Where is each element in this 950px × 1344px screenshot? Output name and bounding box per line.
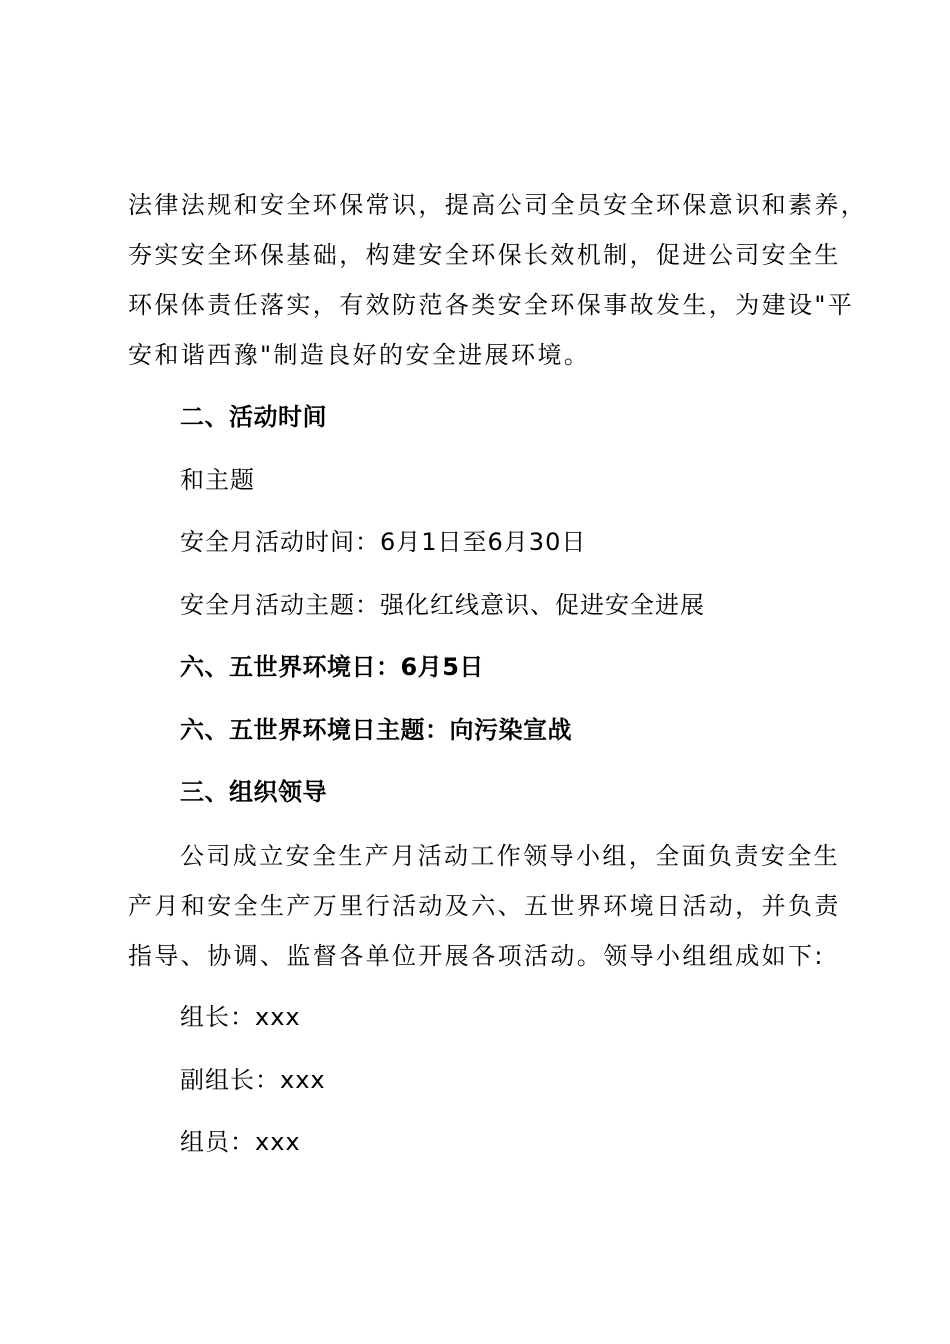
body-text-line: 指导、协调、监督各单位开展各项活动。领导小组组成如下: [128, 942, 825, 970]
body-text-line: 公司成立安全生产月活动工作领导小组，全面负责安全生 [180, 842, 840, 870]
leader-text: 组长：xxx [180, 1003, 301, 1031]
body-text-line: 夯实安全环保基础，构建安全环保长效机制，促进公司安全生 [128, 241, 841, 269]
section-heading-organization: 三、组织领导 [180, 778, 327, 806]
body-text-line: 安和谐西豫"制造良好的安全进展环境。 [128, 341, 591, 369]
section-subheading-theme: 和主题 [180, 466, 255, 494]
section-heading-activity-time: 二、活动时间 [180, 403, 327, 431]
body-text-line: 法律法规和安全环保常识，提高公司全员安全环保意识和素养， [128, 191, 868, 219]
body-text-line: 产月和安全生产万里行活动及六、五世界环境日活动，并负责 [128, 892, 841, 920]
activity-theme-text: 安全月活动主题：强化红线意识、促进安全进展 [180, 591, 705, 619]
members-text: 组员：xxx [180, 1128, 301, 1156]
environment-day-heading: 六、五世界环境日：6月5日 [180, 653, 484, 681]
deputy-leader-text: 副组长：xxx [180, 1066, 326, 1094]
body-text-line: 环保体责任落实，有效防范各类安全环保事故发生，为建设"平 [128, 291, 855, 319]
environment-day-theme-heading: 六、五世界环境日主题：向污染宣战 [180, 716, 572, 744]
activity-time-text: 安全月活动时间：6月1日至6月30日 [180, 528, 587, 556]
